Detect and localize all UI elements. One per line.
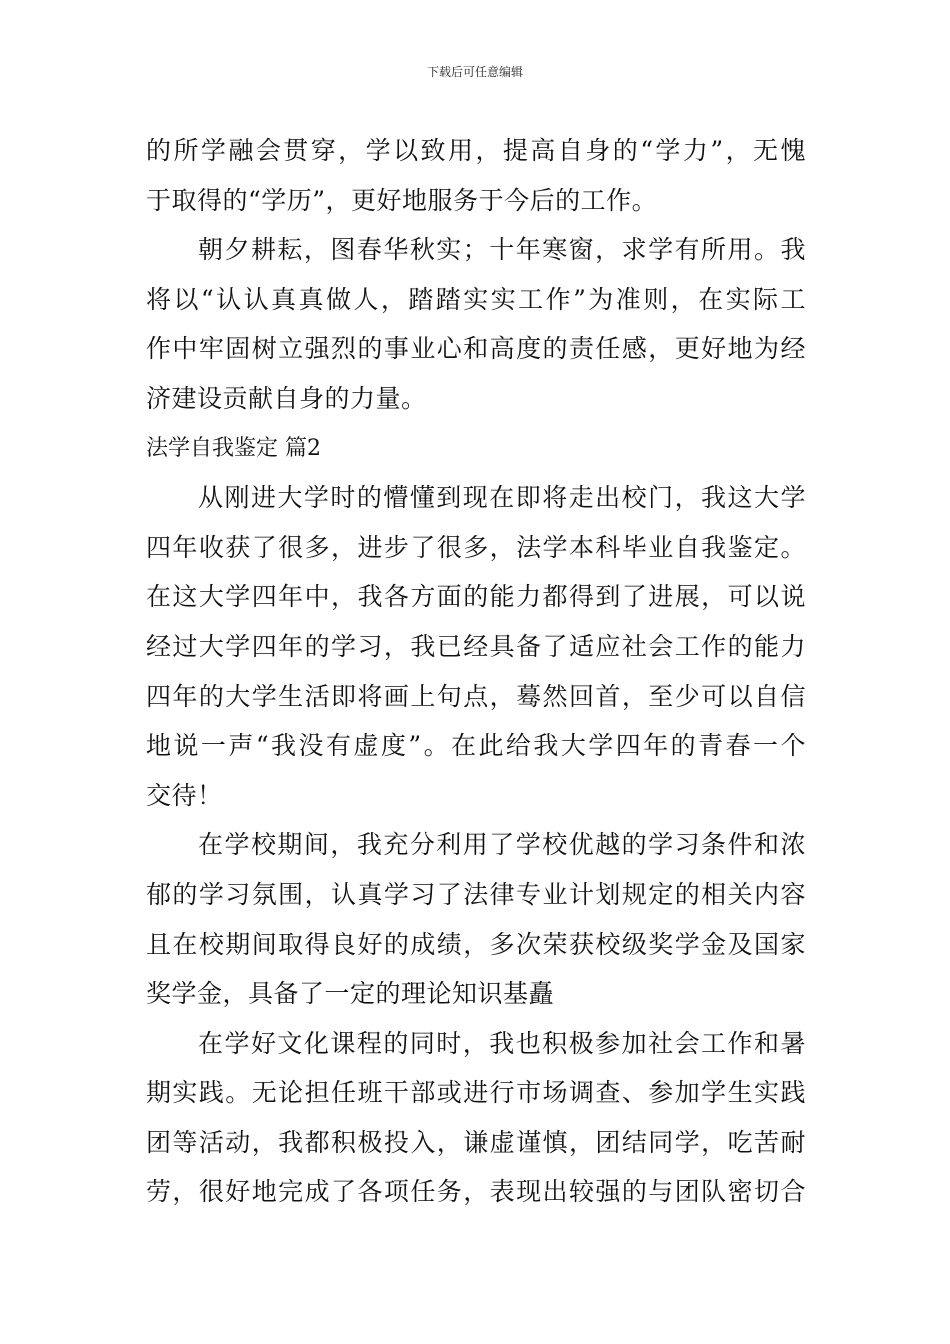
text-line: 济建设贡献自身的力量。 — [146, 383, 427, 413]
text-line: 四年收获了很多，进步了很多，法学本科毕业自我鉴定。 — [146, 532, 806, 562]
text-line: 在学好文化课程的同时，我也积极参加社会工作和暑 — [198, 1028, 806, 1058]
text-line: 期实践。无论担任班干部或进行市场调查、参加学生实践 — [146, 1078, 806, 1108]
text-line: 交待！ — [146, 780, 223, 810]
text-line: 团等活动，我都积极投入，谦虚谨慎，团结同学，吃苦耐 — [146, 1127, 806, 1157]
text-line: 的所学融会贯穿，学以致用，提高自身的“学力”，无愧 — [146, 136, 806, 165]
text-line: 于取得的“学历”，更好地服务于今后的工作。 — [146, 185, 658, 215]
text-line: 作中牢固树立强烈的事业心和高度的责任感，更好地为经 — [146, 334, 806, 364]
text-line: 奖学金，具备了一定的理论知识基矗 — [146, 979, 555, 1009]
text-line: 劳，很好地完成了各项任务，表现出较强的与团队密切合 — [146, 1177, 806, 1207]
page-header: 下载后可任意编辑 — [426, 65, 523, 79]
text-line: 在这大学四年中，我各方面的能力都得到了进展，可以说 — [146, 582, 806, 612]
text-line: 将以“认认真真做人，踏踏实实工作”为准则，在实际工 — [146, 284, 806, 314]
text-line: 郁的学习氛围，认真学习了法律专业计划规定的相关内容 — [146, 879, 806, 909]
text-line: 在学校期间，我充分利用了学校优越的学习条件和浓 — [198, 830, 806, 860]
text-line: 四年的大学生活即将画上句点，蓦然回首，至少可以自信 — [146, 681, 806, 711]
text-line: 地说一声“我没有虚度”。在此给我大学四年的青春一个 — [146, 731, 806, 761]
text-line: 朝夕耕耘，图春华秋实；十年寒窗，求学有所用。我 — [198, 235, 806, 265]
text-line: 且在校期间取得良好的成绩，多次荣获校级奖学金及国家 — [146, 929, 806, 959]
text-line: 经过大学四年的学习，我已经具备了适应社会工作的能力 — [146, 631, 806, 661]
document-body — [146, 126, 806, 1217]
text-line: 从刚进大学时的懵懂到现在即将走出校门，我这大学 — [198, 483, 806, 513]
section-heading: 法学自我鉴定 篇2 — [146, 435, 321, 461]
